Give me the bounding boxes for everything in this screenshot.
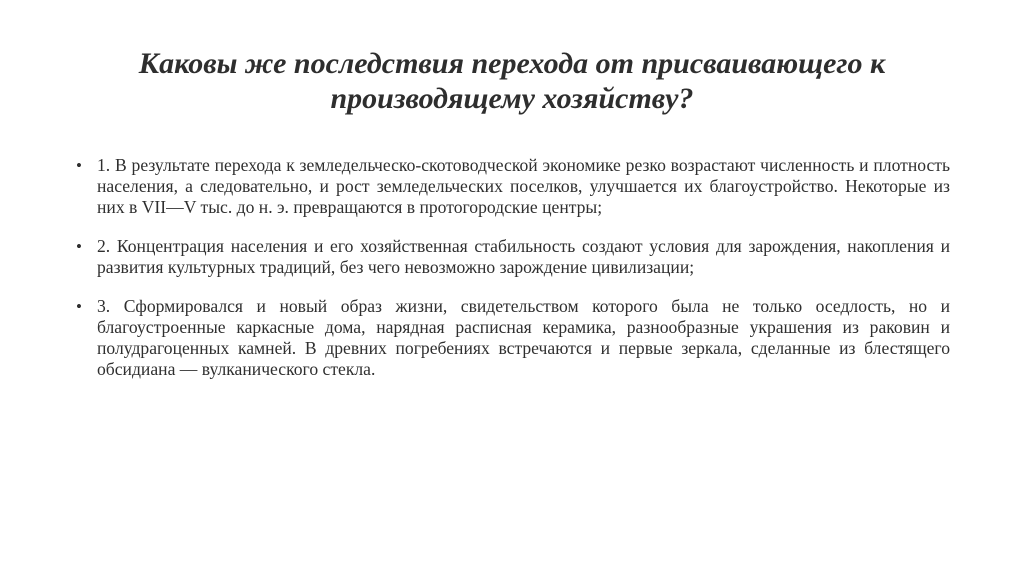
bullet-icon: • <box>76 156 82 175</box>
bullet-list <box>76 155 950 398</box>
bullet-icon: • <box>76 237 82 256</box>
bullet-text: 2. Концентрация населения и его хозяйственная стабильность создают условия для зарождения, накопления и развития культурных традиций, без чего невозможно зарождение цивилизации; <box>97 236 950 277</box>
bullet-icon: • <box>76 297 82 316</box>
slide-title: Каковы же последствия перехода от присваивающего к производящему хозяйству? <box>138 47 886 115</box>
bullet-text: 3. Сформировался и новый образ жизни, свидетельством которого была не только оседлость, но и благоустроенные каркасные дома, нарядная расписная керамика, разнообразные украшения из раковин и полудрагоценных камней. В древних погребениях встречаются и первые зеркала, сделанные из блестящего обсидиана — вулканического стекла. <box>97 296 950 379</box>
bullet-text: 1. В результате перехода к земледельческо-скотоводческой экономике резко возрастают численность и плотность населения, а следовательно, и рост земледельческих поселков, улучшается их благоустройство. Некоторые из них в VII—V тыс. до н. э. превращаются в протогородские центры; <box>97 155 950 217</box>
bullet-item-2 <box>76 236 950 278</box>
bullet-item-1 <box>76 155 950 218</box>
bullet-item-3 <box>76 296 950 380</box>
